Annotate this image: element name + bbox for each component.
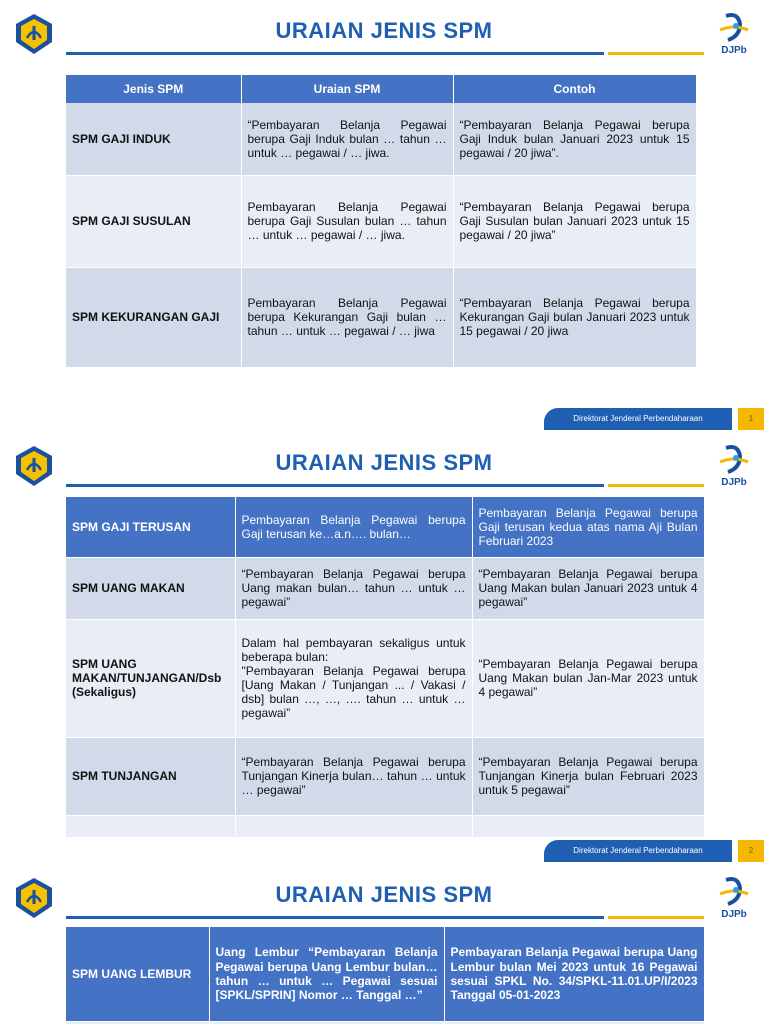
empty-cell [235, 815, 472, 837]
contoh-cell: “Pembayaran Belanja Pegawai berupa Kekurangan Gaji bulan Januari 2023 untuk 15 pegawai / 20 jiwa [453, 267, 696, 367]
jenis-spm-cell: SPM UANG MAKAN/TUNJANGAN/Dsb (Sekaligus) [66, 619, 235, 737]
jenis-spm-cell: SPM GAJI SUSULAN [66, 175, 241, 267]
header-contoh: Contoh [453, 75, 696, 103]
contoh-cell: “Pembayaran Belanja Pegawai berupa Tunjangan Kinerja bulan Februari 2023 untuk 5 pegawai” [472, 737, 704, 815]
title-rule-blue [66, 916, 604, 919]
uraian-body-text: "Pembayaran Belanja Pegawai berupa [Uang Makan / Tunjangan ... / Vakasi / dsb] bulan …, …, …. tahun … untuk … pegawai” [241, 663, 466, 721]
contoh-cell: “Pembayaran Belanja Pegawai berupa Uang Makan bulan Jan-Mar 2023 untuk 4 pegawai” [472, 619, 704, 737]
uraian-spm-cell [235, 619, 472, 737]
contoh-cell: “Pembayaran Belanja Pegawai berupa Uang Makan bulan Januari 2023 untuk 4 pegawai” [472, 557, 704, 619]
djpb-logo-text: DJPb [721, 45, 747, 56]
empty-cell [66, 815, 235, 837]
empty-cell [472, 815, 704, 837]
table-header-row [66, 75, 696, 103]
uraian-spm-cell: Pembayaran Belanja Pegawai berupa Kekurangan Gaji bulan … tahun … untuk … pegawai / … jiwa [241, 267, 453, 367]
page-number: 1 [738, 408, 764, 430]
footer-org-label: Direktorat Jenderal Perbendaharaan [544, 840, 732, 862]
contoh-cell: “Pembayaran Belanja Pegawai berupa Gaji Susulan bulan Januari 2023 untuk 15 pegawai / 20 jiwa” [453, 175, 696, 267]
page-number: 2 [738, 840, 764, 862]
title-rule-gold [608, 916, 704, 919]
table-row-empty [66, 815, 704, 837]
page-title: URAIAN JENIS SPM [275, 18, 493, 43]
uraian-spm-cell: “Pembayaran Belanja Pegawai berupa Tunjangan Kinerja bulan… tahun … untuk … pegawai” [235, 737, 472, 815]
page-title: URAIAN JENIS SPM [275, 882, 493, 907]
uraian-spm-cell: Uang Lembur “Pembayaran Belanja Pegawai berupa Uang Lembur bulan… tahun … untuk … Pegawai sesuai [SPKL/SPRIN] Nomor … Tanggal …” [209, 927, 444, 1021]
djpb-emblem-icon [714, 12, 754, 46]
spm-table-1 [66, 75, 697, 368]
uraian-spm-cell: Pembayaran Belanja Pegawai berupa Gaji Susulan bulan … tahun … untuk … pegawai / … jiwa. [241, 175, 453, 267]
title-rule-gold [608, 52, 704, 55]
table-row [66, 619, 704, 737]
table-row [66, 267, 696, 367]
jenis-spm-cell: SPM KEKURANGAN GAJI [66, 267, 241, 367]
page-title: URAIAN JENIS SPM [275, 450, 493, 475]
spm-table-2 [66, 497, 705, 838]
slide-1 [0, 0, 768, 430]
slide-3 [0, 864, 768, 1024]
jenis-spm-cell: SPM GAJI INDUK [66, 103, 241, 175]
djpb-logo [714, 876, 754, 926]
uraian-spm-cell: Pembayaran Belanja Pegawai berupa Gaji terusan ke…a.n…. bulan… [235, 497, 472, 557]
header-uraian-spm: Uraian SPM [241, 75, 453, 103]
djpb-logo [714, 444, 754, 494]
uraian-spm-cell: “Pembayaran Belanja Pegawai berupa Gaji Induk bulan … tahun … untuk … pegawai / … jiwa. [241, 103, 453, 175]
uraian-intro-text: Dalam hal pembayaran sekaligus untuk beberapa bulan: [241, 635, 466, 664]
title-rule-blue [66, 52, 604, 55]
title-rule-gold [608, 484, 704, 487]
title-rule-blue [66, 484, 604, 487]
djpb-logo [714, 12, 754, 62]
table-row [66, 103, 696, 175]
jenis-spm-cell: SPM UANG MAKAN [66, 557, 235, 619]
table-row [66, 557, 704, 619]
header-jenis-spm: Jenis SPM [66, 75, 241, 103]
jenis-spm-cell: SPM TUNJANGAN [66, 737, 235, 815]
footer-org-label: Direktorat Jenderal Perbendaharaan [544, 408, 732, 430]
table-row [66, 927, 704, 1021]
jenis-spm-cell: SPM GAJI TERUSAN [66, 497, 235, 557]
table-row [66, 737, 704, 815]
jenis-spm-cell: SPM UANG LEMBUR [66, 927, 209, 1021]
djpb-emblem-icon [714, 444, 754, 478]
table-row [66, 175, 696, 267]
contoh-cell: Pembayaran Belanja Pegawai berupa Gaji terusan kedua atas nama Aji Bulan Februari 2023 [472, 497, 704, 557]
contoh-cell: “Pembayaran Belanja Pegawai berupa Gaji Induk bulan Januari 2023 untuk 15 pegawai / 20 jiwa”. [453, 103, 696, 175]
djpb-logo-text: DJPb [721, 909, 747, 920]
table-row [66, 497, 704, 557]
slide-2 [0, 432, 768, 862]
djpb-emblem-icon [714, 876, 754, 910]
uraian-spm-cell: “Pembayaran Belanja Pegawai berupa Uang makan bulan… tahun … untuk … pegawai” [235, 557, 472, 619]
spm-table-3 [66, 927, 705, 1024]
contoh-cell: Pembayaran Belanja Pegawai berupa Uang Lembur bulan Mei 2023 untuk 16 Pegawai sesuai SPKL No. 34/SPKL-11.01.UP/I/2023 Tanggal 05-01-2023 [444, 927, 704, 1021]
djpb-logo-text: DJPb [721, 477, 747, 488]
